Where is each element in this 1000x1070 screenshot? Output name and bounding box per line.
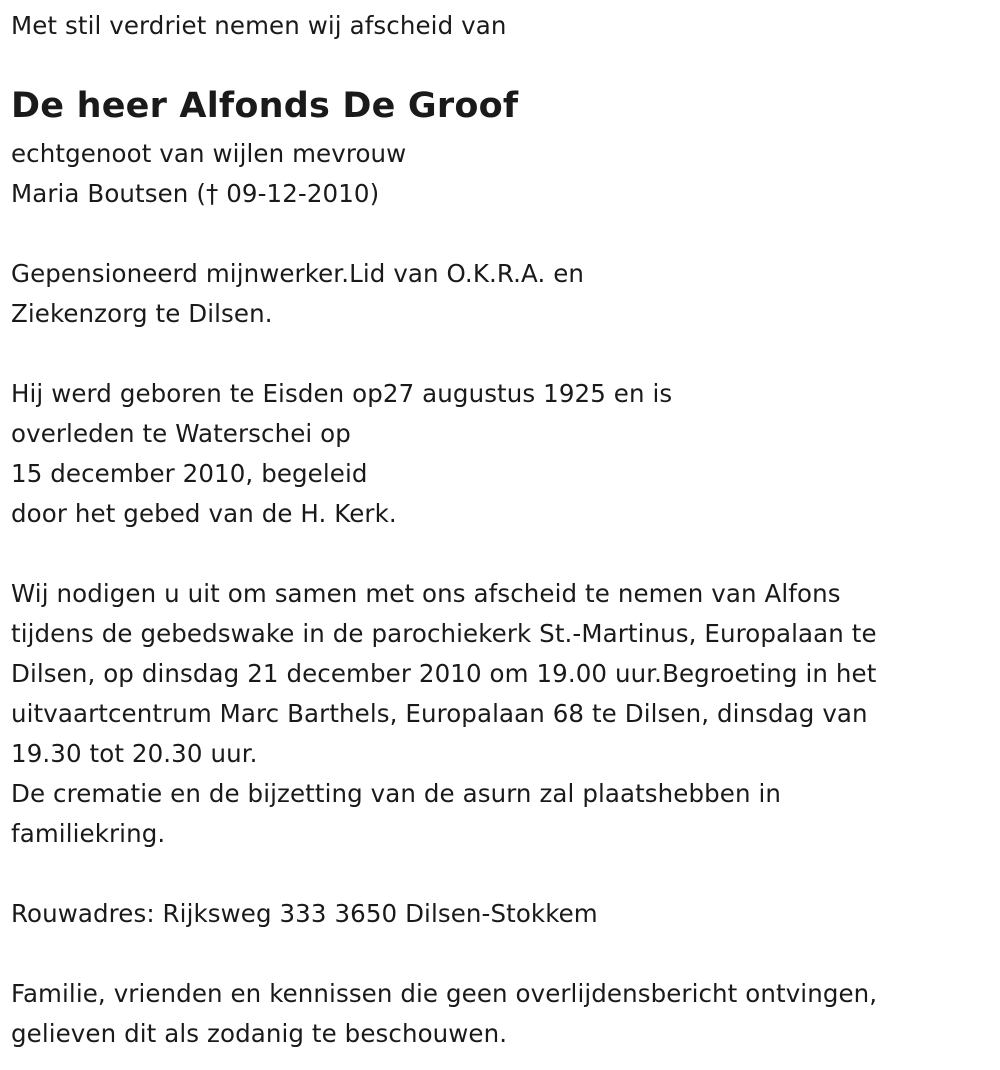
occupation-line-2: Ziekenzorg te Dilsen. [11, 299, 273, 328]
invitation-line-2: tijdens de gebedswake in de parochiekerk St.-Martinus, Europalaan te [11, 619, 877, 648]
notice-line-1: Familie, vrienden en kennissen die geen overlijdensbericht ontvingen, [11, 979, 878, 1008]
invitation-line-5: 19.30 tot 20.30 uur. [11, 739, 258, 768]
invitation-line-1: Wij nodigen u uit om samen met ons afscheid te nemen van Alfons [11, 579, 841, 608]
life-line-1: Hij werd geboren te Eisden op27 augustus 1925 en is [11, 379, 673, 408]
invitation-line-3: Dilsen, op dinsdag 21 december 2010 om 19.00 uur.Begroeting in het [11, 659, 877, 688]
invitation-line-7: familiekring. [11, 819, 166, 848]
address-line: Rouwadres: Rijksweg 333 3650 Dilsen-Stokkem [11, 899, 598, 928]
life-line-3: 15 december 2010, begeleid [11, 459, 368, 488]
invitation-line-6: De crematie en de bijzetting van de asurn zal plaatshebben in [11, 779, 782, 808]
spouse-line-1: echtgenoot van wijlen mevrouw [11, 139, 407, 168]
life-line-2: overleden te Waterschei op [11, 419, 351, 448]
occupation-line-1: Gepensioneerd mijnwerker.Lid van O.K.R.A. en [11, 259, 585, 288]
life-line-4: door het gebed van de H. Kerk. [11, 499, 397, 528]
intro-line: Met stil verdriet nemen wij afscheid van [11, 11, 507, 40]
deceased-name: De heer Alfonds De Groof [11, 86, 519, 126]
invitation-line-4: uitvaartcentrum Marc Barthels, Europalaan 68 te Dilsen, dinsdag van [11, 699, 868, 728]
spouse-line-2: Maria Boutsen († 09-12-2010) [11, 179, 380, 208]
notice-line-2: gelieven dit als zodanig te beschouwen. [11, 1019, 508, 1048]
